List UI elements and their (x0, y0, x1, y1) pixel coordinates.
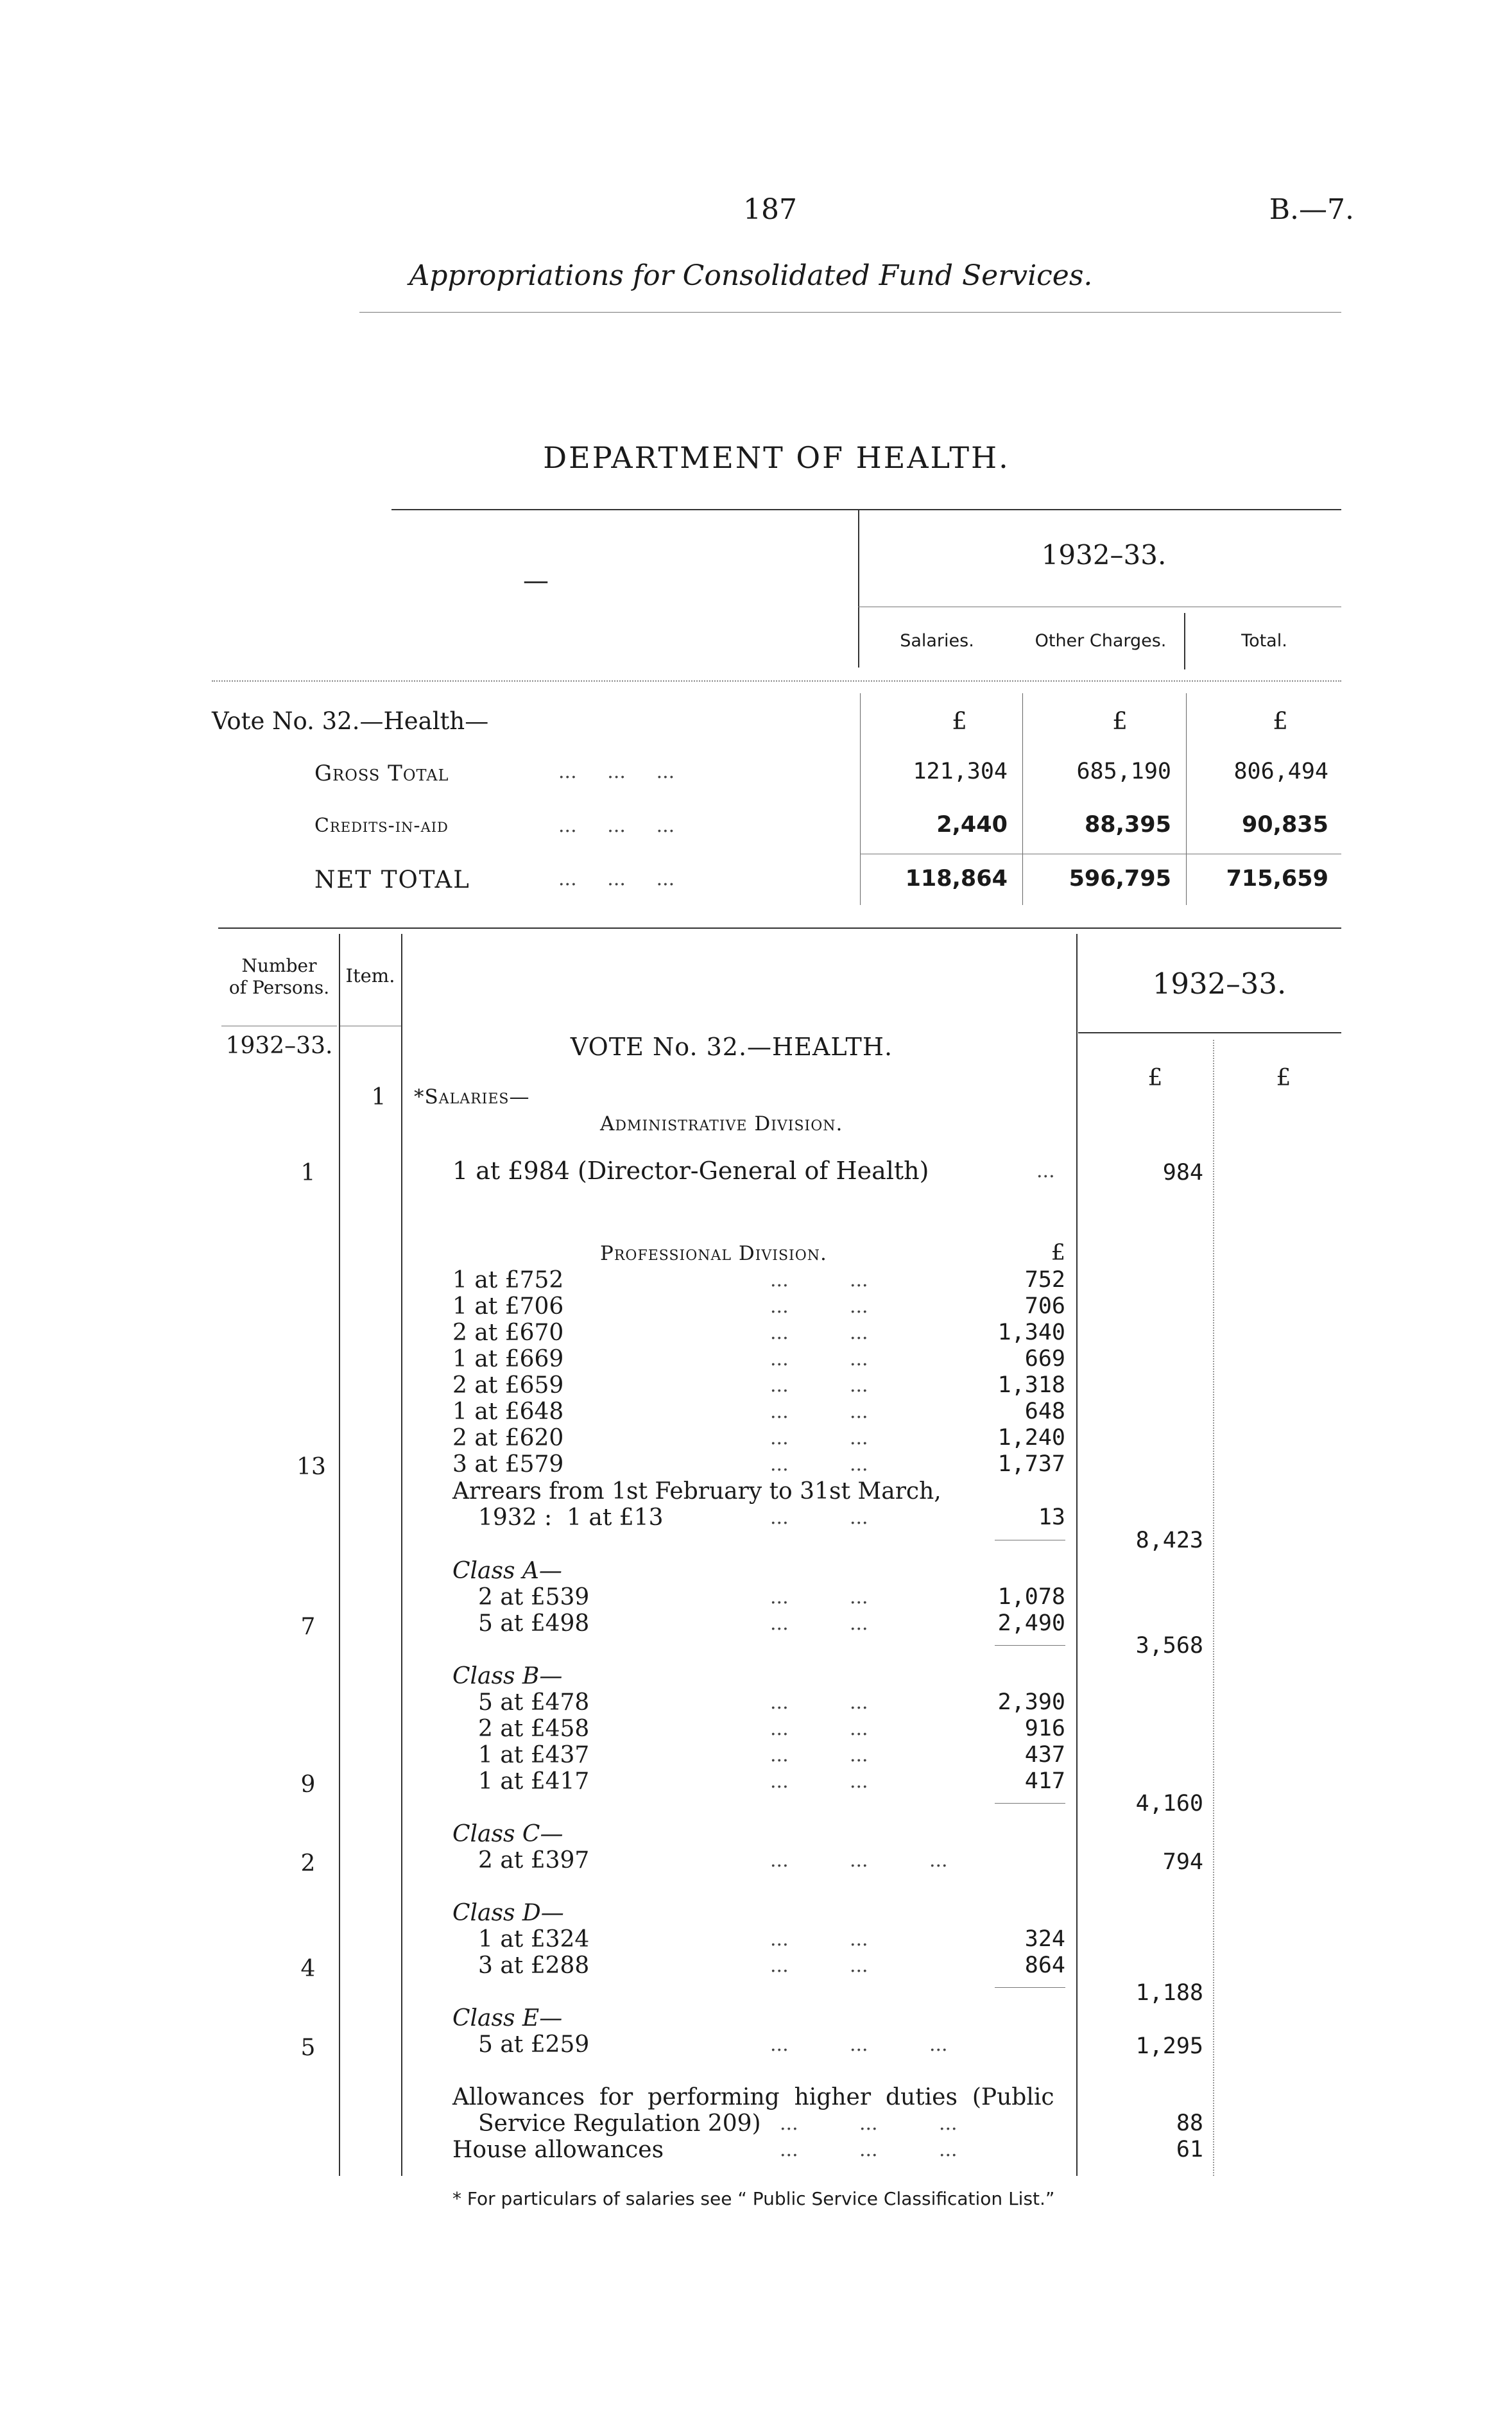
class-d-row-dots: ... ... (770, 1954, 868, 1977)
professional-row-text: 2 at £670 (452, 1320, 564, 1346)
class-b-subtotal-rule (995, 1803, 1065, 1804)
class-a-row-value: 2,490 (997, 1610, 1065, 1636)
description-amount-divider (1076, 934, 1078, 2176)
class-a-subtotal-rule (995, 1645, 1065, 1646)
class-d-label: Class D— (452, 1900, 564, 1926)
arrears-line-2: 1932 : 1 at £13 (478, 1505, 664, 1531)
class-b-row-text: 2 at £458 (478, 1716, 590, 1742)
professional-row-value: 1,737 (997, 1451, 1065, 1477)
document-reference: B.—7. (1269, 193, 1354, 226)
class-b-total: 4,160 (1135, 1791, 1203, 1816)
admin-line-dots: ... (1036, 1160, 1055, 1182)
class-a-total: 3,568 (1135, 1633, 1203, 1659)
professional-persons: 13 (296, 1454, 326, 1480)
class-c-row-text: 2 at £397 (478, 1847, 590, 1874)
gross-total-other: 685,190 (1076, 759, 1171, 784)
credits-in-aid-dots: ... ... ... (558, 815, 675, 837)
class-e-label: Class E— (452, 2005, 563, 2031)
class-b-row-text: 1 at £417 (478, 1768, 590, 1795)
gross-total-label: Gross Total (314, 761, 449, 786)
net-total-label: NET TOTAL (314, 866, 470, 893)
summary-pound-total: £ (1273, 707, 1288, 735)
professional-row-value: 1,240 (997, 1425, 1065, 1451)
class-d-row-text: 3 at £288 (478, 1953, 590, 1979)
class-c-row-dots: ... ... ... (770, 1849, 948, 1872)
allowances-line-1: Allowances for performing higher duties (Public (452, 2084, 1054, 2110)
professional-row-text: 1 at £669 (452, 1346, 564, 1372)
gross-total-salaries: 121,304 (913, 759, 1008, 784)
professional-row-text: 1 at £706 (452, 1293, 564, 1320)
professional-row-value: 669 (1024, 1346, 1065, 1372)
class-d-total: 1,188 (1135, 1980, 1203, 2006)
class-b-row-text: 1 at £437 (478, 1742, 590, 1768)
class-d-row-dots: ... ... (770, 1928, 868, 1951)
summary-pound-other: £ (1112, 707, 1128, 735)
gross-total-dots: ... ... ... (558, 761, 675, 783)
professional-row-dots: ... ... (770, 1295, 868, 1318)
net-total-other: 596,795 (1069, 866, 1171, 892)
summary-blank-header: — (523, 566, 549, 596)
professional-total: 8,423 (1135, 1528, 1203, 1553)
professional-row-dots: ... ... (770, 1269, 868, 1291)
professional-row-text: 2 at £620 (452, 1425, 564, 1451)
class-e-row-text: 5 at £259 (478, 2031, 590, 2058)
summary-divider-3 (1186, 693, 1187, 905)
class-e-total: 1,295 (1135, 2033, 1203, 2059)
col-total: Total. (1241, 631, 1287, 651)
class-b-row-dots: ... ... (770, 1691, 868, 1714)
summary-top-rule (391, 509, 1341, 510)
allowances-value: 88 (1176, 2110, 1203, 2136)
house-allowances-dots: ... ... ... (780, 2139, 958, 2161)
detail-year-right: 1932–33. (1152, 967, 1287, 1001)
allowances-dots: ... ... ... (780, 2112, 958, 2135)
class-c-total: 794 (1162, 1849, 1203, 1875)
class-a-row-value: 1,078 (997, 1584, 1065, 1610)
professional-row-value: 1,340 (997, 1320, 1065, 1345)
class-d-row-text: 1 at £324 (478, 1926, 590, 1953)
professional-row-value: 706 (1024, 1293, 1065, 1319)
house-allowances-text: House allowances (452, 2137, 664, 2163)
detail-year-rule (1078, 1032, 1341, 1033)
professional-row-dots: ... ... (770, 1401, 868, 1423)
professional-division-heading: Professional Division. (600, 1242, 827, 1265)
admin-persons: 1 (300, 1160, 316, 1186)
administrative-division-heading: Administrative Division. (600, 1112, 843, 1135)
professional-row-value: 648 (1024, 1399, 1065, 1424)
summary-col-divider-top (1184, 613, 1185, 669)
credits-in-aid-label: Credits-in-aid (314, 815, 449, 837)
professional-row-text: 1 at £648 (452, 1399, 564, 1425)
class-b-row-dots: ... ... (770, 1744, 868, 1766)
class-b-row-text: 5 at £478 (478, 1689, 590, 1716)
class-b-row-dots: ... ... (770, 1770, 868, 1793)
salaries-heading: *Salaries— (414, 1085, 530, 1108)
department-title: DEPARTMENT OF HEALTH. (543, 440, 1010, 475)
class-d-row-value: 324 (1024, 1926, 1065, 1952)
class-a-persons: 7 (300, 1614, 316, 1640)
credits-in-aid-other: 88,395 (1084, 812, 1171, 838)
allowances-line-2: Service Regulation 209) (478, 2110, 761, 2137)
class-d-persons: 4 (300, 1956, 316, 1982)
professional-row-text: 3 at £579 (452, 1451, 564, 1478)
net-total-salaries: 118,864 (905, 866, 1008, 892)
class-b-row-value: 437 (1024, 1742, 1065, 1768)
admin-line-text: 1 at £984 (Director-General of Health) (452, 1157, 929, 1185)
detail-pound-2: £ (1276, 1065, 1291, 1091)
net-total-dots: ... ... ... (558, 868, 675, 890)
credits-in-aid-total: 90,835 (1241, 812, 1328, 838)
arrears-value: 13 (1038, 1505, 1065, 1530)
item-description-divider (401, 934, 402, 2176)
vote-heading: VOTE No. 32.—HEALTH. (570, 1033, 893, 1061)
admin-line-amount: 984 (1162, 1160, 1203, 1186)
professional-row-text: 1 at £752 (452, 1267, 564, 1293)
class-b-row-value: 2,390 (997, 1689, 1065, 1715)
summary-divider-1 (860, 693, 861, 905)
footnote: * For particulars of salaries see “ Public Service Classification List.” (452, 2188, 1055, 2209)
class-b-row-value: 916 (1024, 1716, 1065, 1741)
detail-year-left: 1932–33. (225, 1033, 333, 1059)
professional-row-dots: ... ... (770, 1374, 868, 1397)
col-number-of-persons: Number of Persons. (228, 955, 330, 998)
persons-item-divider (339, 934, 340, 2176)
house-allowances-value: 61 (1176, 2137, 1203, 2162)
professional-pound: £ (1051, 1240, 1065, 1266)
professional-row-dots: ... ... (770, 1348, 868, 1370)
class-c-label: Class C— (452, 1821, 563, 1847)
class-d-subtotal-rule (995, 1987, 1065, 1988)
class-a-label: Class A— (452, 1558, 562, 1584)
class-d-row-value: 864 (1024, 1953, 1065, 1978)
amount-column-divider (1213, 1040, 1214, 2176)
class-a-row-text: 5 at £498 (478, 1610, 590, 1637)
professional-row-text: 2 at £659 (452, 1372, 564, 1399)
gross-total-total: 806,494 (1233, 759, 1328, 784)
appropriations-title: Appropriations for Consolidated Fund Services. (409, 259, 1093, 292)
net-total-total: 715,659 (1226, 866, 1328, 892)
summary-left-divider (858, 509, 859, 668)
summary-divider-2 (1022, 693, 1023, 905)
header-rule (359, 312, 1341, 313)
professional-row-dots: ... ... (770, 1453, 868, 1476)
item-number: 1 (371, 1084, 386, 1110)
class-c-persons: 2 (300, 1850, 316, 1877)
credits-in-aid-salaries: 2,440 (936, 812, 1008, 838)
professional-row-value: 752 (1024, 1267, 1065, 1293)
summary-vote-label: Vote No. 32.—Health— (212, 707, 489, 735)
class-a-row-dots: ... ... (770, 1586, 868, 1608)
class-b-row-dots: ... ... (770, 1718, 868, 1740)
professional-row-dots: ... ... (770, 1322, 868, 1344)
class-b-persons: 9 (300, 1772, 316, 1798)
class-a-row-text: 2 at £539 (478, 1584, 590, 1610)
class-b-row-value: 417 (1024, 1768, 1065, 1794)
page-number: 187 (743, 193, 797, 226)
summary-header-rule (212, 680, 1341, 682)
class-e-persons: 5 (300, 2035, 316, 2061)
summary-year: 1932–33. (1041, 539, 1167, 571)
col-other-charges: Other Charges. (1035, 631, 1167, 651)
class-b-label: Class B— (452, 1663, 563, 1689)
col-salaries: Salaries. (900, 631, 974, 651)
arrears-dots: ... ... (770, 1506, 868, 1529)
professional-row-value: 1,318 (997, 1372, 1065, 1398)
class-a-row-dots: ... ... (770, 1612, 868, 1635)
arrears-line-1: Arrears from 1st February to 31st March, (452, 1478, 941, 1505)
summary-bottom-rule (218, 927, 1341, 929)
col-item: Item. (345, 965, 395, 987)
professional-row-dots: ... ... (770, 1427, 868, 1449)
class-e-row-dots: ... ... ... (770, 2033, 948, 2056)
detail-pound-1: £ (1147, 1065, 1163, 1091)
summary-pound-salaries: £ (952, 707, 967, 735)
